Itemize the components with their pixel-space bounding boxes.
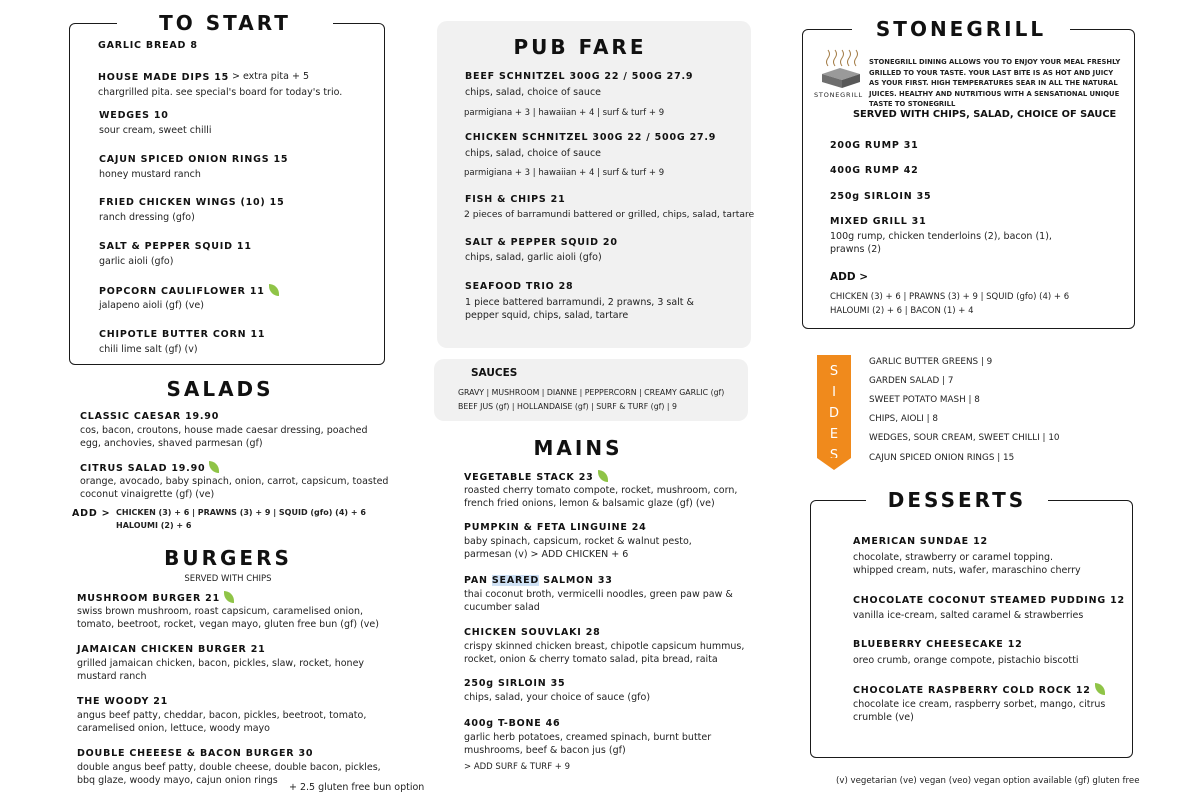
burgers-title: BURGERS <box>164 546 292 570</box>
menu-item-name-text: MUSHROOM BURGER 21 <box>77 593 220 604</box>
stonegrill-logo-icon <box>818 46 864 92</box>
sides-letter: I <box>832 385 836 400</box>
menu-item-desc: chocolate, strawberry or caramel topping. <box>853 552 1054 563</box>
menu-item-desc: chargrilled pita. see special's board for today's trio. <box>98 87 343 98</box>
menu-item-desc: whipped cream, nuts, wafer, maraschino cherry <box>853 565 1081 576</box>
sauces-list: GRAVY | MUSHROOM | DIANNE | PEPPERCORN | CREAMY GARLIC (gf) <box>458 388 725 397</box>
menu-item-name: HOUSE MADE DIPS 15 <box>98 72 230 83</box>
dietary-legend: (v) vegetarian (ve) vegan (veo) vegan option available (gf) gluten free <box>836 776 1140 786</box>
menu-item-name: 200G RUMP 31 <box>830 140 919 151</box>
menu-item-name-text: CITRUS SALAD 19.90 <box>80 463 206 474</box>
menu-item-name: CHOCOLATE COCONUT STEAMED PUDDING 12 <box>853 595 1125 606</box>
sides-letter: D <box>828 406 839 421</box>
menu-item-desc: sour cream, sweet chilli <box>99 125 212 136</box>
menu-item-name <box>464 575 613 586</box>
menu-item-desc: crispy skinned chicken breast, chipotle capsicum hummus, <box>464 641 745 652</box>
menu-item-desc: chips, salad, choice of sauce <box>465 87 602 98</box>
side-item: SWEET POTATO MASH | 8 <box>869 395 980 405</box>
menu-item-name-text: PAN <box>464 575 492 586</box>
stonegrill-title: STONEGRILL <box>852 17 1070 41</box>
mains-title: MAINS <box>533 436 623 460</box>
menu-item-desc: egg, anchovies, shaved parmesan (gf) <box>80 438 263 449</box>
sides-letter: S <box>829 448 839 463</box>
menu-item-name: FRIED CHICKEN WINGS (10) 15 <box>99 197 285 208</box>
menu-item-desc: orange, avocado, baby spinach, onion, carrot, capsicum, toasted <box>80 476 389 487</box>
sides-letter: S <box>829 364 839 379</box>
menu-item-desc: chili lime salt (gf) (v) <box>99 344 198 355</box>
menu-item-desc: french fried onions, lemon & balsamic glaze (gf) (ve) <box>464 498 715 509</box>
menu-item-name <box>80 461 219 474</box>
menu-item-desc: angus beef patty, cheddar, bacon, pickles, beetroot, tomato, <box>77 710 367 721</box>
burgers-gluten-free-note: + 2.5 gluten free bun option <box>289 782 425 793</box>
side-item: GARDEN SALAD | 7 <box>869 376 954 386</box>
menu-item-desc: chips, salad, choice of sauce <box>465 148 602 159</box>
stonegrill-add-options: CHICKEN (3) + 6 | PRAWNS (3) + 9 | SQUID (gfo) (4) + 6 <box>830 292 1070 302</box>
menu-item-desc: roasted cherry tomato compote, rocket, mushroom, corn, <box>464 485 738 496</box>
menu-item-desc: chips, salad, garlic aioli (gfo) <box>465 252 602 263</box>
salads-add-label: ADD > <box>72 508 111 519</box>
menu-item-name: JAMAICAN CHICKEN BURGER 21 <box>77 644 266 655</box>
menu-item-name: CAJUN SPICED ONION RINGS 15 <box>99 154 289 165</box>
highlighted-text: SEARED <box>491 575 540 586</box>
menu-item-desc: pepper squid, chips, salad, tartare <box>465 310 629 321</box>
menu-item-desc: chocolate ice cream, raspberry sorbet, mango, citrus <box>853 699 1106 710</box>
menu-item-desc: mustard ranch <box>77 671 147 682</box>
stonegrill-logo-text: STONEGRILL <box>814 91 863 99</box>
menu-item-desc: double angus beef patty, double cheese, double bacon, pickles, <box>77 762 381 773</box>
menu-item-desc: ranch dressing (gfo) <box>99 212 195 223</box>
menu-item-name: BEEF SCHNITZEL 300G 22 / 500G 27.9 <box>465 71 694 82</box>
menu-item-options: parmigiana + 3 | hawaiian + 4 | surf & turf + 9 <box>464 108 665 118</box>
salads-add-options: CHICKEN (3) + 6 | PRAWNS (3) + 9 | SQUID (gfo) (4) + 6 <box>116 508 366 517</box>
salads-title: SALADS <box>166 377 274 401</box>
menu-item-name: SALT & PEPPER SQUID 11 <box>99 241 252 252</box>
salads-add-options: HALOUMI (2) + 6 <box>116 521 192 530</box>
menu-item-name: CLASSIC CAESAR 19.90 <box>80 411 220 422</box>
menu-item-name <box>99 284 279 297</box>
desserts-title: DESSERTS <box>866 488 1048 512</box>
to-start-title: TO START <box>117 11 333 35</box>
stonegrill-add-options: HALOUMI (2) + 6 | BACON (1) + 4 <box>830 306 974 316</box>
menu-item-name: SALT & PEPPER SQUID 20 <box>465 237 618 248</box>
menu-item-desc: jalapeno aioli (gf) (ve) <box>99 300 204 311</box>
burgers-subtitle: SERVED WITH CHIPS <box>184 574 272 584</box>
sides-tab-arrow <box>817 458 851 470</box>
menu-item-name <box>853 683 1105 696</box>
menu-item-name: PUMPKIN & FETA LINGUINE 24 <box>464 522 647 533</box>
vegan-leaf-icon <box>598 470 608 482</box>
menu-item-desc: chips, salad, your choice of sauce (gfo) <box>464 692 651 703</box>
menu-item-desc: garlic herb potatoes, creamed spinach, burnt butter <box>464 732 712 743</box>
menu-item-desc: crumble (ve) <box>853 712 914 723</box>
menu-item-name <box>464 470 608 483</box>
menu-item-name-text: CHOCOLATE RASPBERRY COLD ROCK 12 <box>853 685 1091 696</box>
menu-item-name: CHIPOTLE BUTTER CORN 11 <box>99 329 266 340</box>
stonegrill-add-label: ADD > <box>830 271 869 283</box>
side-item: WEDGES, SOUR CREAM, SWEET CHILLI | 10 <box>869 433 1060 443</box>
vegan-leaf-icon <box>269 284 279 296</box>
menu-item-desc: grilled jamaican chicken, bacon, pickles, slaw, rocket, honey <box>77 658 365 669</box>
menu-item-extra: > extra pita + 5 <box>232 71 310 82</box>
menu-item-name: MIXED GRILL 31 <box>830 216 927 227</box>
menu-item-name: CHICKEN SOUVLAKI 28 <box>464 627 601 638</box>
menu-item-options: parmigiana + 3 | hawaiian + 4 | surf & turf + 9 <box>464 168 665 178</box>
menu-item-desc: cos, bacon, croutons, house made caesar dressing, poached <box>80 425 368 436</box>
menu-item-desc: rocket, onion & cherry tomato salad, pita bread, raita <box>464 654 718 665</box>
vegan-leaf-icon <box>224 591 234 603</box>
menu-item-desc: 2 pieces of barramundi battered or grilled, chips, salad, tartare <box>464 209 755 220</box>
menu-item-desc: coconut vinaigrette (gf) (ve) <box>80 489 215 500</box>
pub-fare-title: PUB FARE <box>513 35 647 59</box>
menu-item-desc: garlic aioli (gfo) <box>99 256 174 267</box>
menu-item-desc: thai coconut broth, vermicelli noodles, green paw paw & <box>464 589 733 600</box>
sauces-list: BEEF JUS (gf) | HOLLANDAISE (gf) | SURF & TURF (gf) | 9 <box>458 402 677 411</box>
menu-item-desc: vanilla ice-cream, salted caramel & strawberries <box>853 610 1084 621</box>
menu-item-name: THE WOODY 21 <box>77 696 169 707</box>
menu-item-name-text: SALMON 33 <box>539 575 613 586</box>
menu-item-desc: caramelised onion, lettuce, woody mayo <box>77 723 270 734</box>
menu-item-desc: 100g rump, chicken tenderloins (2), bacon (1), <box>830 231 1052 242</box>
menu-item-desc: bbq glaze, woody mayo, cajun onion rings <box>77 775 278 786</box>
menu-item-name: 400G RUMP 42 <box>830 165 919 176</box>
menu-item-name-text: POPCORN CAULIFLOWER 11 <box>99 286 265 297</box>
menu-item-name: 400g T-BONE 46 <box>464 718 561 729</box>
sides-tab <box>817 355 851 463</box>
mains-surf-turf-option: > ADD SURF & TURF + 9 <box>464 762 571 772</box>
menu-item-name: 250g SIRLOIN 35 <box>464 678 566 689</box>
menu-item-name: 250g SIRLOIN 35 <box>830 191 932 202</box>
menu-item-desc: baby spinach, capsicum, rocket & walnut pesto, <box>464 536 692 547</box>
sides-letter: E <box>829 427 839 442</box>
menu-item-name-text: VEGETABLE STACK 23 <box>464 472 594 483</box>
menu-item-name: WEDGES 10 <box>99 110 169 121</box>
menu-item-desc: cucumber salad <box>464 602 540 613</box>
stonegrill-description: STONEGRILL DINING ALLOWS YOU TO ENJOY YOUR MEAL FRESHLY GRILLED TO YOUR TASTE. YOUR LAST BITE IS AS HOT AND JUICY AS YOUR FIRST. HIGH TEMPERATURES SEAR IN ALL THE NATURAL JUICES. HEALTHY AND NUTRITIOUS WITH A SENSATIONAL UNIQUE TASTE TO STONEGRILL <box>869 58 1121 108</box>
menu-item-desc: 1 piece battered barramundi, 2 prawns, 3 salt & <box>465 297 694 308</box>
menu-item-name: DOUBLE CHEEESE & BACON BURGER 30 <box>77 748 314 759</box>
menu-item-name: AMERICAN SUNDAE 12 <box>853 536 988 547</box>
menu-item-name: SEAFOOD TRIO 28 <box>465 281 574 292</box>
menu-item-desc: tomato, beetroot, rocket, vegan mayo, gluten free bun (gf) (ve) <box>77 619 379 630</box>
menu-item-name <box>77 591 234 604</box>
menu-item-name: FISH & CHIPS 21 <box>465 194 566 205</box>
vegan-leaf-icon <box>1095 683 1105 695</box>
sauces-title: SAUCES <box>471 367 518 379</box>
stonegrill-served-with: SERVED WITH CHIPS, SALAD, CHOICE OF SAUCE <box>853 109 1117 120</box>
side-item: GARLIC BUTTER GREENS | 9 <box>869 357 993 367</box>
vegan-leaf-icon <box>209 461 219 473</box>
menu-item-name: CHICKEN SCHNITZEL 300G 22 / 500G 27.9 <box>465 132 717 143</box>
menu-item-desc: oreo crumb, orange compote, pistachio biscotti <box>853 655 1079 666</box>
menu-item-desc: swiss brown mushroom, roast capsicum, caramelised onion, <box>77 606 364 617</box>
menu-item-desc: prawns (2) <box>830 244 881 255</box>
menu-item-name: BLUEBERRY CHEESECAKE 12 <box>853 639 1023 650</box>
side-item: CHIPS, AIOLI | 8 <box>869 414 939 424</box>
side-item: CAJUN SPICED ONION RINGS | 15 <box>869 453 1015 463</box>
menu-item-desc: honey mustard ranch <box>99 169 201 180</box>
menu-item-desc: parmesan (v) > ADD CHICKEN + 6 <box>464 549 629 560</box>
menu-item-name: GARLIC BREAD 8 <box>98 40 198 51</box>
menu-item-desc: mushrooms, beef & bacon jus (gf) <box>464 745 626 756</box>
